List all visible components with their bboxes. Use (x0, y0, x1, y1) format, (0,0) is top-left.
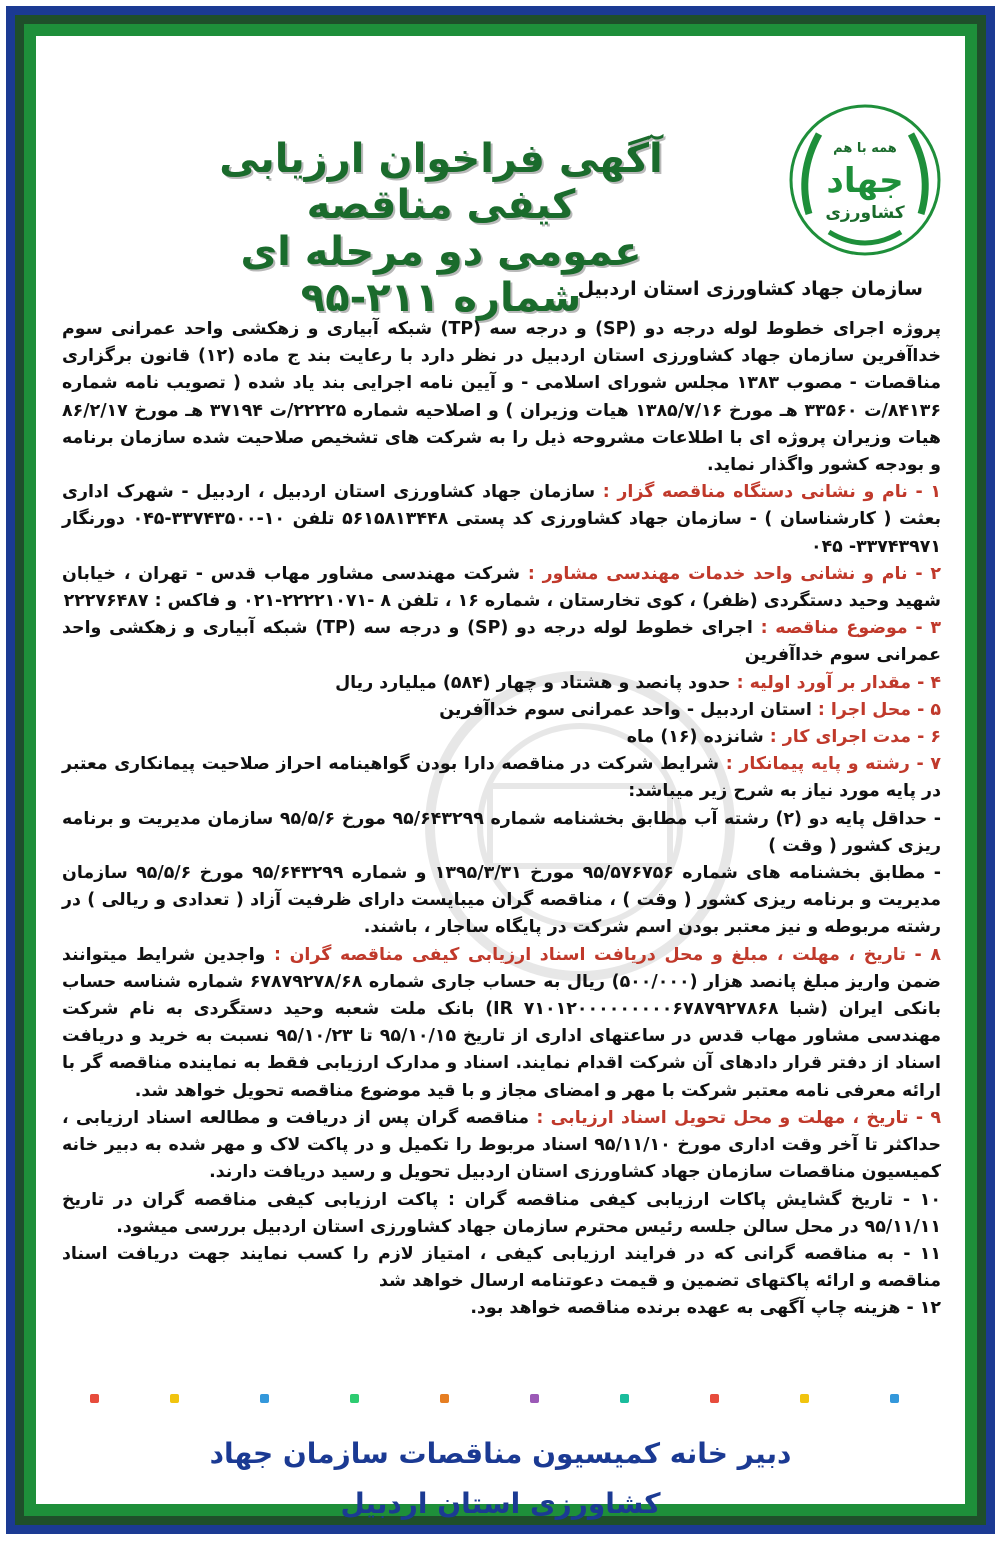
decor-dot (170, 1394, 179, 1403)
item-9 (62, 1105, 941, 1187)
item-label: ۱ - نام و نشانی دستگاه مناقصه گزار : (602, 482, 941, 503)
footer-signature (50, 1429, 951, 1529)
decor-dot (350, 1394, 359, 1403)
item-1 (62, 479, 941, 561)
decor-dot (620, 1394, 629, 1403)
notice-body (62, 316, 941, 1323)
item-label: ۸ - تاریخ ، مهلت ، مبلغ و محل دریافت اسناد ارزیابی کیفی مناقصه گران : (273, 944, 941, 965)
logo-main-text: جهاد (826, 161, 904, 201)
decor-dot (530, 1394, 539, 1403)
organization-name: سازمان جهاد کشاورزی استان اردبیل (577, 278, 923, 300)
item-3 (62, 615, 941, 669)
item-7-sub-2 (62, 860, 941, 942)
decor-dot (710, 1394, 719, 1403)
inner-frame (24, 24, 977, 1520)
intro-paragraph: پروژه اجرای خطوط لوله درجه دو (SP) و درجه سه (TP) شبکه آبیاری و زهکشی واحد عمرانی سوم خداآفرین سازمان جهاد کشاورزی استان اردبیل در نظر دارد با رعایت بند ج ماده (۱۲) قانون برگزاری مناقصات - مصوب ۱۳۸۳ مجلس شورای اسلامی - و آیین نامه اجرایی بند یاد شده ( تصویب نامه شماره ۸۴۱۳۶/ت ۳۳۵۶۰ هـ مورخ ۱۳۸۵/۷/۱۶ هیات وزیران ) و اصلاحیه شماره ۲۲۲۲۵/ت ۳۷۱۹۴ هـ مورخ ۸۶/۲/۱۷ هیات وزیران پروژه ای با اطلاعات مشروحه ذیل را به شرکت های تشخیص صلاحیت شده سازمان برنامه و بودجه کشور واگذار نماید. (62, 319, 941, 476)
footer-line-2: کشاورزی استان اردبیل (340, 1487, 661, 1520)
item-text: حدود پانصد و هشتاد و چهار (۵۸۴) میلیارد ریال (335, 672, 731, 693)
item-8 (62, 942, 941, 1105)
title-line-3: شماره ۲۱۱-۹۵ (300, 275, 582, 322)
item-label: ۴ - مقدار بر آورد اولیه : (736, 672, 941, 693)
item-text: سازمان جهاد کشاورزی استان اردبیل ، اردبیل - شهرک اداری بعثت ( کارشناسان ) - سازمان جهاد کشاورزی کد پستی ۵۶۱۵۸۱۳۴۴۸ تلفن ۱۰-۳۳۷۴۳۵۰۰-۰۴۵ دورنگار ۳۳۷۴۳۹۷۱- ۰۴۵ (62, 482, 941, 557)
notice-content (50, 46, 951, 1520)
item-text: شرایط شرکت در مناقصه دارا بودن گواهینامه احراز صلاحیت پیمانکاری معتبر در پایه مورد نیاز به شرح زیر میباشد: (62, 754, 941, 802)
item-text: ۱۰ - تاریخ گشایش پاکات ارزیابی کیفی مناقصه گران : پاکت ارزیابی کیفی مناقصه گران در تاریخ ۹۵/۱۱/۱۱ در محل سالن جلسه رئیس محترم سازمان جهاد کشاورزی استان اردبیل بررسی میشود. (62, 1189, 941, 1237)
outer-frame (6, 6, 995, 1534)
jihad-agriculture-logo (789, 104, 941, 256)
decorative-dots (50, 1394, 951, 1406)
item-4 (62, 670, 941, 697)
item-label: ۲ - نام و نشانی واحد خدمات مهندسی مشاور : (527, 563, 941, 584)
item-text: - حداقل پایه دو (۲) رشته آب مطابق بخشنامه شماره ۹۵/۶۴۳۲۹۹ مورخ ۹۵/۵/۶ سازمان مدیریت و برنامه ریزی کشور ( وقت ) (62, 808, 941, 856)
item-text: شانزده (۱۶) ماه (626, 727, 764, 748)
item-5 (62, 697, 941, 724)
decor-dot (440, 1394, 449, 1403)
item-text: استان اردبیل - واحد عمرانی سوم خداآفرین (439, 699, 812, 720)
item-7-sub-1 (62, 806, 941, 860)
item-label: ۷ - رشته و پایه پیمانکار : (725, 754, 941, 775)
item-label: ۵ - محل اجرا : (817, 699, 941, 720)
logo-top-text: همه با هم (833, 141, 897, 156)
item-label: ۳ - موضوع مناقصه : (760, 618, 941, 639)
footer-line-1: دبیر خانه کمیسیون مناقصات سازمان جهاد (209, 1437, 792, 1470)
item-7 (62, 751, 941, 805)
item-6 (62, 724, 941, 751)
logo-sub-text: کشاورزی (825, 203, 905, 223)
item-text: ۱۱ - به مناقصه گرانی که در فرایند ارزیابی کیفی ، امتیاز لازم را کسب نمایند جهت دریافت اسناد مناقصه و ارائه پاکتهای تضمین و قیمت دعوتنامه ارسال خواهد شد (62, 1243, 941, 1292)
item-text: شرکت مهندسی مشاور مهاب قدس - تهران ، خیابان شهید وحید دستگردی (ظفر) ، کوی تخارستان ، شماره ۱۶ ، تلفن ۸ -۲۲۲۲۱۰۷۱-۰۲۱ و فاکس : ۲۲۲۷۶۴۸۷ (62, 563, 941, 612)
item-11 (62, 1241, 941, 1295)
item-text: - مطابق بخشنامه های شماره ۹۵/۵۷۶۷۵۶ مورخ ۱۳۹۵/۳/۳۱ و شماره ۹۵/۶۴۳۲۹۹ مورخ ۹۵/۵/۶ سازمان مدیریت و برنامه ریزی کشور ( وقت ) ، مناقصه گران میبایست دارای ظرفیت آزاد ( تعدادی و ریالی ) در رشته مربوطه و نیز معتبر بودن اسم شرکت در پایگاه ساجار ، باشند. (62, 863, 941, 938)
item-text: ۱۲ - هزینه چاپ آگهی به عهده برنده مناقصه خواهد بود. (470, 1298, 941, 1319)
decor-dot (90, 1394, 99, 1403)
title-line-1: آگهی فراخوان ارزیابی کیفی مناقصه (219, 136, 663, 229)
decor-dot (800, 1394, 809, 1403)
item-label: ۶ - مدت اجرای کار : (769, 727, 941, 748)
decor-dot (260, 1394, 269, 1403)
item-label: ۹ - تاریخ ، مهلت و محل تحویل اسناد ارزیابی : (536, 1107, 941, 1128)
decor-dot (890, 1394, 899, 1403)
item-text: واجدین شرایط میتوانند ضمن واریز مبلغ پانصد هزار (۵۰۰/۰۰۰) ریال به حساب جاری شماره ۶۷۸۷۹۲۷۸/۶۸ شماره شناسه حساب بانکی ایران (شبا IR ۷۱۰۱۲۰۰۰۰۰۰۰۰۰۶۷۸۷۹۲۷۸۶۸) بانک ملت شعبه وحید دستگردی به نام شرکت مهندسی مشاور مهاب قدس در ساعتهای اداری از تاریخ ۹۵/۱۰/۱۵ تا ۹۵/۱۰/۲۳ نسبت به خرید و دریافت اسناد از دفتر قرار دادهای آن شرکت اقدام نمایند. اسناد و مدارک ارزیابی فقط به نماینده مناقصه گر با ارائه معرفی نامه معتبر شرکت با مهر و امضای مجاز و با قید موضوع مناقصه تحویل خواهد شد. (62, 944, 941, 1101)
item-text: اجرای خطوط لوله درجه دو (SP) و درجه سه (TP) شبکه آبیاری و زهکشی واحد عمرانی سوم خداآفرین (62, 618, 941, 666)
item-text: مناقصه گران پس از دریافت و مطالعه اسناد ارزیابی ، حداکثر تا آخر وقت اداری مورخ ۹۵/۱۱/۱۰ اسناد مربوط را تکمیل و در پاکت لاک و مهر شده به دبیر خانه کمیسیون مناقصات سازمان جهاد کشاورزی استان اردبیل تحویل و رسید دریافت دارند. (62, 1107, 941, 1183)
title-line-2: عمومی دو مرحله ای (240, 228, 642, 275)
item-12 (62, 1295, 941, 1322)
item-2 (62, 561, 941, 615)
item-10 (62, 1187, 941, 1241)
